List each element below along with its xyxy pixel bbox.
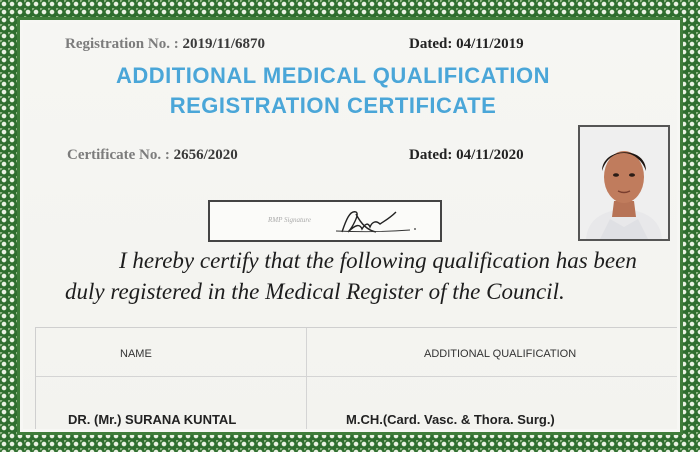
certificate-title-line2: REGISTRATION CERTIFICATE bbox=[169, 93, 497, 118]
qualification-table bbox=[35, 327, 677, 429]
registration-label: Registration No. : bbox=[65, 36, 179, 52]
certificate-value: 2656/2020 bbox=[173, 147, 238, 163]
certificate-paper bbox=[23, 23, 677, 429]
certificate-date bbox=[409, 147, 524, 164]
certificate-dated-label: Dated: bbox=[409, 147, 453, 163]
table-cell-name: DR. (Mr.) SURANA KUNTAL bbox=[68, 412, 237, 427]
applicant-photo bbox=[578, 125, 670, 241]
certificate-number bbox=[67, 147, 238, 164]
registration-number bbox=[65, 36, 265, 53]
person-portrait-icon bbox=[580, 127, 668, 239]
registration-dated-label: Dated: bbox=[409, 36, 453, 52]
table-cell-qualification: M.CH.(Card. Vasc. & Thora. Surg.) bbox=[346, 412, 555, 427]
table-header-name: NAME bbox=[120, 348, 152, 360]
table-header-qualification: ADDITIONAL QUALIFICATION bbox=[424, 348, 577, 360]
inner-frame bbox=[17, 17, 683, 435]
signature-box bbox=[208, 200, 442, 242]
statement-line2: duly registered in the Medical Register of the Council. bbox=[65, 279, 565, 304]
table-divider bbox=[36, 376, 677, 377]
signature-caption: RMP Signature bbox=[268, 216, 311, 224]
registration-dated-value: 04/11/2019 bbox=[456, 36, 524, 52]
certificate-label: Certificate No. : bbox=[67, 147, 170, 163]
certificate-dated-value: 04/11/2020 bbox=[456, 147, 524, 163]
statement-line1: I hereby certify that the following qualification has been bbox=[119, 248, 637, 273]
registration-date bbox=[409, 36, 524, 53]
signature-scribble bbox=[210, 202, 440, 240]
registration-value: 2019/11/6870 bbox=[182, 36, 265, 52]
table-column-divider bbox=[306, 328, 307, 429]
certificate-title-line1: ADDITIONAL MEDICAL QUALIFICATION bbox=[116, 63, 550, 88]
